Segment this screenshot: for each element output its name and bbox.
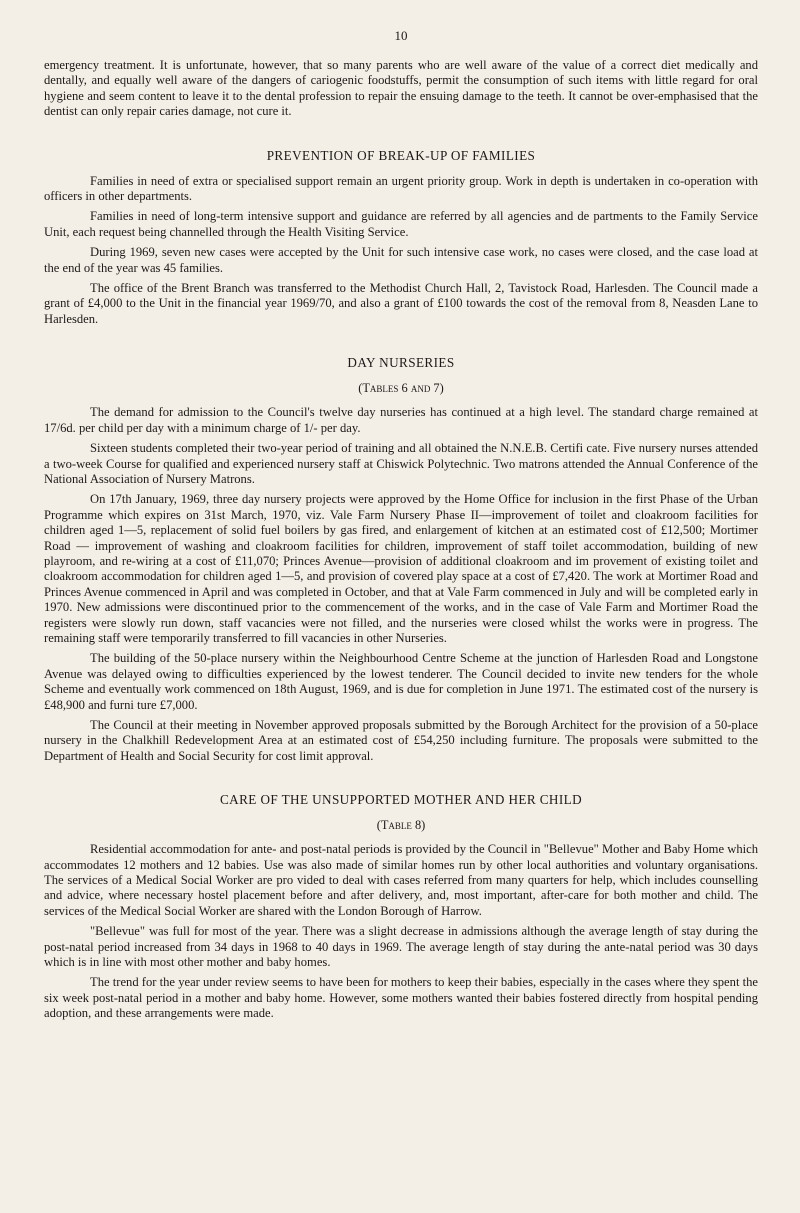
body-paragraph: On 17th January, 1969, three day nursery projects were approved by the Home Office for inclusion in the first Phase of the Urban Programme which expires on 31st March, 1970, viz. Vale Farm Nursery Phase II—improvement of toilet and cloakroom facilities for children aged 1—5, replacement of solid fuel boilers by gas fired, and enlargement of kitchen at an estimated cost of £12,500; Mortimer Road — improvement of washing and cloakroom facilities for children, improvement of staff toilet accommodation, building of new playroom, and re-wiring at a cost of £11,070; Princes Avenue—provision of additional cloakroom and im provement of existing toilet and cloakroom accommodation for children aged 1—5, and provision of covered play space at a cost of £7,420. The work at Mortimer Road and Princes Avenue commenced in April and was completed in October, and that at Vale Farm commenced in July and will be completed early in 1970. New admissions were discontinued prior to the commencement of the works, and in the case of Vale Farm and Mortimer Road the registers were slowly run down, staff vacancies were not filled, and the nurseries were closed whilst the works were in progress. The remaining staff were temporarily transferred to fill vacancies in other Nurseries.	[44, 492, 758, 645]
intro-block	[44, 58, 758, 120]
section-prevention-of-break-up	[44, 148, 758, 328]
section-day-nurseries	[44, 355, 758, 764]
section-subheading: (Table 8)	[376, 818, 426, 833]
body-paragraph: Sixteen students completed their two-year period of training and all obtained the N.N.E.B. Certifi cate. Five nursery nurses attended a two-week Course for qualified and experienced nursery staff at Chiswick Polytechnic. Two matrons attended the Annual Conference of the National Association of Nursery Matrons.	[44, 441, 758, 486]
body-paragraph: "Bellevue" was full for most of the year. There was a slight decrease in admissions although the average length of stay during the post-natal period increased from 34 days in 1968 to 40 days in 1969. The average length of stay during the ante-natal period was 30 days which is in line with most other mother and baby homes.	[44, 924, 758, 970]
body-paragraph: The office of the Brent Branch was transferred to the Methodist Church Hall, 2, Tavistock Road, Harlesden. The Council made a grant of £4,000 to the Unit in the financial year 1969/70, and also a grant of £100 towards the cost of the removal from 8, Neasden Lane to Harlesden.	[44, 281, 758, 326]
body-paragraph: During 1969, seven new cases were accepted by the Unit for such intensive case work, no cases were closed, and the case load at the end of the year was 45 families.	[44, 245, 758, 275]
body-paragraph: Families in need of long-term intensive support and guidance are referred by all agencies and de partments to the Family Service Unit, each request being channelled through the Health Visiting Service.	[44, 209, 758, 239]
body-paragraph: Families in need of extra or specialised support remain an urgent priority group. Work in depth is undertaken in co-operation with officers in other departments.	[44, 173, 758, 204]
body-paragraph: The trend for the year under review seems to have been for mothers to keep their babies, especially in the cases where they spent the six week post-natal period in a mother and baby home. However, some mothers wanted their babies fostered directly from hospital pending adoption, and these arrangements were made.	[44, 975, 758, 1021]
section-heading: CARE OF THE UNSUPPORTED MOTHER AND HER CHILD	[219, 792, 583, 808]
section-subheading: (Tables 6 and 7)	[358, 381, 444, 396]
body-paragraph: Residential accommodation for ante- and post-natal periods is provided by the Council in "Bellevue" Mother and Baby Home which accommodates 12 mothers and 12 babies. Use was also made of similar homes run by other local authorities and voluntary organisations. The services of a Medical Social Worker are pro vided to deal with cases referred from many quarters for help, which includes counselling and advice, where necessary hostel placement before and after delivery, and, most important, after-care for both mother and child. The services of the Medical Social Worker are shared with the London Borough of Harrow.	[44, 842, 758, 918]
page-number: 10	[394, 28, 408, 43]
body-paragraph: The Council at their meeting in November approved proposals submitted by the Borough Architect for the provision of a 50-place nursery in the Chalkhill Redevelopment Area at an estimated cost of £54,250 including furniture. The proposals were submitted to the Department of Health and Social Security for cost limit approval.	[44, 718, 758, 763]
section-unsupported-mother	[44, 792, 758, 1021]
section-heading: DAY NURSERIES	[347, 355, 455, 371]
section-heading: PREVENTION OF BREAK-UP OF FAMILIES	[266, 147, 536, 163]
intro-paragraph: emergency treatment. It is unfortunate, however, that so many parents who are well aware of the value of a correct diet medically and dentally, and equally well aware of the dangers of cariogenic foodstuffs, permit the consumption of such items with little regard for oral hygiene and seem content to leave it to the dental profession to repair the ensuing damage to the teeth. It cannot be over-emphasised that the dentist can only repair caries damage, not cure it.	[44, 58, 758, 119]
body-paragraph: The demand for admission to the Council's twelve day nurseries has continued at a high level. The standard charge remained at 17/6d. per child per day with a minimum charge of 1/- per day.	[44, 405, 758, 435]
body-paragraph: The building of the 50-place nursery within the Neighbourhood Centre Scheme at the junction of Harlesden Road and Longstone Avenue was delayed owing to difficulties experienced by the lowest tenderer. The Council decided to invite new tenders for the whole Scheme and eventually work commenced on 18th August, 1969, and is due for completion in June 1971. The estimated cost of the nursery is £48,900 and furni ture £7,000.	[44, 651, 758, 712]
